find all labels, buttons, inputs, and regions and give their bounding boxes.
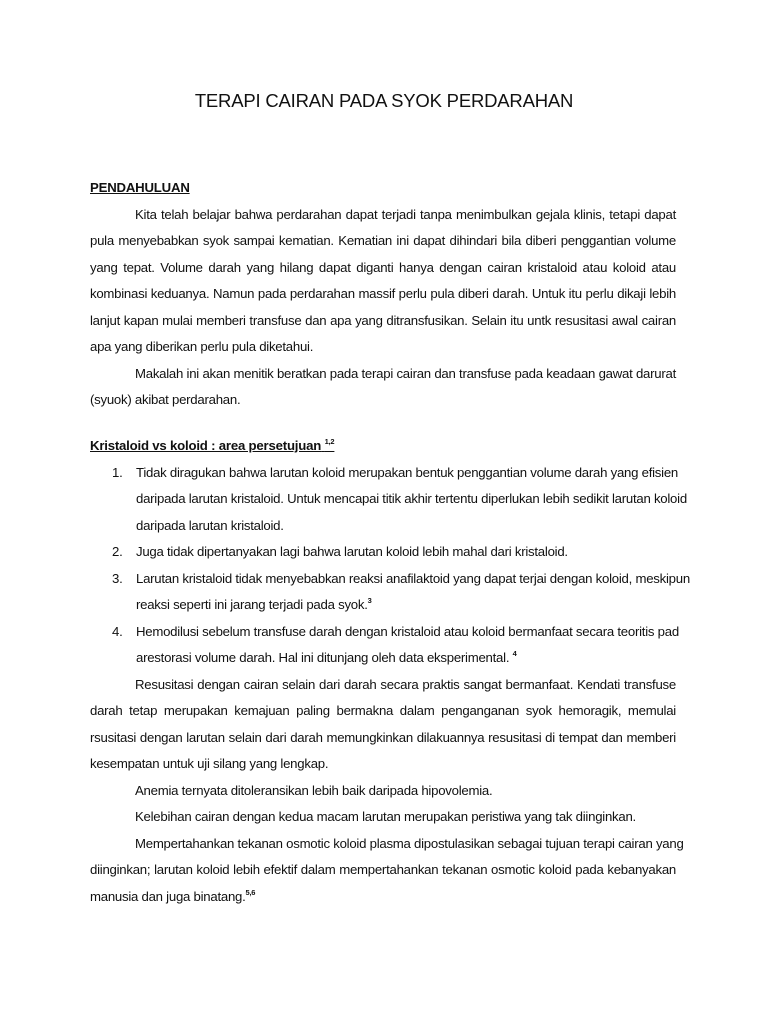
list-line: Hemodilusi sebelum transfuse darah dengan kristaloid atau koloid bermanfaat secara teoritis pad [136,623,679,639]
paragraph-line: rsusitasi dengan larutan selain dari darah memungkinkan dilakuannya resusitasi di tempat dan memberi [90,729,676,745]
list-line [136,592,676,619]
paragraph-line-text: manusia dan juga binatang. [90,888,246,904]
paragraph-resusitasi [90,672,676,778]
paragraph-line: darah tetap merupakan kemajuan paling bermakna dalam penganganan syok hemoragik, memulai [90,703,676,718]
list-number: 1. [112,464,123,480]
paragraph-line: lanjut kapan mulai memberi transfuse dan apa yang ditransfusikan. Selain itu untk resusitasi awal cairan [90,312,676,328]
list-line-text: arestorasi volume darah. Hal ini ditunjang oleh data eksperimental. [136,650,510,665]
section-kristaloid-vs-koloid [90,433,690,910]
list-number: 3. [112,570,123,586]
paragraph-line: kesempatan untuk uji silang yang lengkap. [90,756,329,771]
list-item [90,460,687,540]
paragraph-line: yang tepat. Volume darah yang hilang dapat diganti hanya dengan cairan kristaloid atau koloid atau [90,259,676,275]
paragraph-line: Kita telah belajar bahwa perdarahan dapat terjadi tanpa menimbulkan gejala klinis, tetapi dapat [135,206,676,222]
list-line: daripada larutan kristaloid. [136,517,284,533]
list-line: Juga tidak dipertanyakan lagi bahwa larutan koloid lebih mahal dari kristaloid. [136,544,568,559]
paragraph-line: pula menyebabkan syok sampai kematian. Kematian ini dapat dihindari bila diberi penggantian volume [90,233,676,248]
paragraph-line: Mempertahankan tekanan osmotic koloid plasma dipostulasikan sebagai tujuan terapi cairan yang [135,835,684,851]
footnote-ref: 4 [512,649,517,658]
list-line: Larutan kristaloid tidak menyebabkan reaksi anafilaktoid yang dapat terjai dengan koloid, meskipun [136,570,690,586]
list-line-text: reaksi seperti ini jarang terjadi pada syok. [136,597,368,612]
list-item [90,619,679,672]
paragraph-line: Makalah ini akan menitik beratkan pada terapi cairan dan transfuse pada keadaan gawat darurat [135,365,676,381]
paragraph-kelebihan: Kelebihan cairan dengan kedua macam larutan merupakan peristiwa yang tak diinginkan. [135,809,636,824]
paragraph-tekanan-osmotic [90,831,684,911]
paragraph-line: apa yang diberikan perlu pula diketahui. [90,339,314,354]
paragraph-line: (syuok) akibat perdarahan. [90,392,241,407]
footnote-ref: 1,2 [324,437,335,446]
paragraph-makalah [90,361,676,414]
section-heading [90,433,676,460]
paragraph-line: kombinasi keduanya. Namun pada perdarahan massif perlu pula diberi darah. Untuk itu perlu dikaji lebih [90,286,676,301]
paragraph-line: Resusitasi dengan cairan selain dari darah secara praktis sangat bermanfaat. Kendati transfuse [135,676,676,692]
list-line [136,645,676,672]
footnote-ref: 5,6 [245,887,256,897]
section-pendahuluan [90,175,676,414]
footnote-ref: 3 [367,596,372,605]
list-line: Tidak diragukan bahwa larutan koloid merupakan bentuk penggantian volume darah yang efisien [136,464,679,480]
document-title: TERAPI CAIRAN PADA SYOK PERDARAHAN [194,90,574,111]
paragraph-anemia: Anemia ternyata ditoleransikan lebih baik daripada hipovolemia. [135,782,493,798]
paragraph-line [90,884,676,911]
paragraph-intro [90,202,676,361]
section-heading-text: Kristaloid vs koloid : area persetujuan [90,438,322,453]
list-number: 4. [112,623,123,639]
list-number: 2. [112,544,123,559]
list-line: daripada larutan kristaloid. Untuk mencapai titik akhir tertentu diperlukan lebih sedikit larutan koloid [136,491,687,506]
section-heading: PENDAHULUAN [90,180,190,195]
list-item [90,539,676,566]
list-item [90,566,690,619]
paragraph-line: diinginkan; larutan koloid lebih efektif dalam mempertahankan tekanan osmotic koloid pada kebanyakan [90,862,676,877]
